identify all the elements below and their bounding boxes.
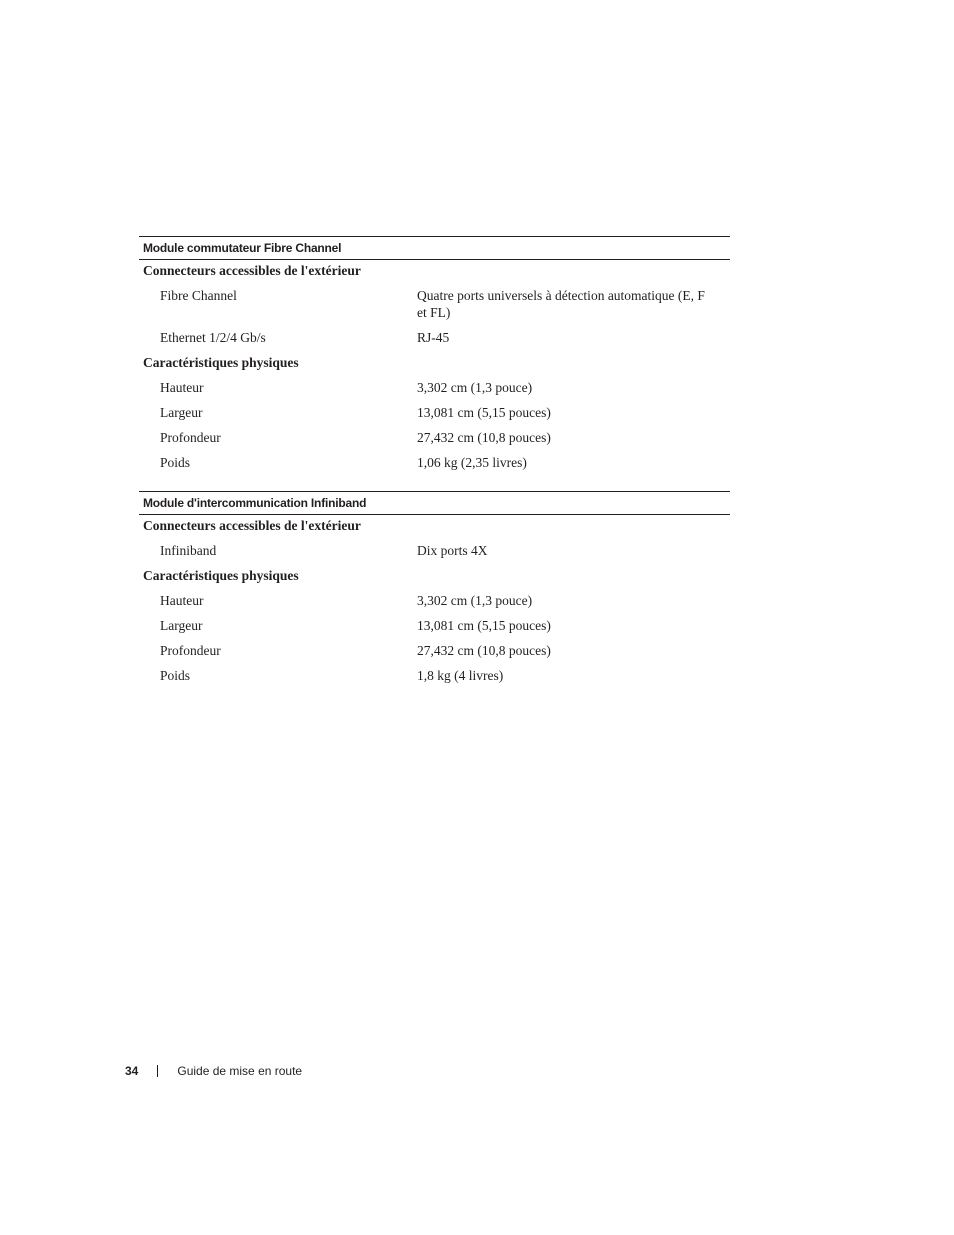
row-value: 27,432 cm (10,8 pouces) — [417, 430, 551, 445]
row-value: 3,302 cm (1,3 pouce) — [417, 593, 533, 608]
section-heading: Caractéristiques physiques — [143, 568, 299, 583]
row-label: Poids — [160, 668, 191, 683]
row-value: 1,06 kg (2,35 livres) — [417, 455, 527, 470]
page-number: 34 — [125, 1064, 139, 1078]
table-row — [139, 429, 730, 454]
row-label: Hauteur — [160, 593, 204, 608]
table-row — [139, 592, 730, 617]
page-footer — [125, 1062, 302, 1080]
document-title: Guide de mise en route — [177, 1064, 303, 1078]
row-value: Dix ports 4X — [417, 543, 488, 558]
table-row — [139, 642, 730, 667]
table-row — [139, 542, 730, 567]
row-label: Profondeur — [160, 643, 221, 658]
row-label: Largeur — [160, 405, 203, 420]
table-title: Module commutateur Fibre Channel — [139, 236, 730, 260]
row-value: 13,081 cm (5,15 pouces) — [417, 405, 551, 420]
spec-table-fibre-channel — [139, 236, 730, 479]
table-row — [139, 667, 730, 692]
row-label: Poids — [160, 455, 191, 470]
table-row — [139, 404, 730, 429]
row-label: Fibre Channel — [160, 288, 237, 303]
table-title: Module d'intercommunication Infiniband — [139, 491, 730, 515]
table-row — [139, 454, 730, 479]
row-value: 27,432 cm (10,8 pouces) — [417, 643, 551, 658]
spec-table-infiniband — [139, 491, 730, 692]
row-value: 13,081 cm (5,15 pouces) — [417, 618, 551, 633]
row-label: Hauteur — [160, 380, 204, 395]
section-heading: Caractéristiques physiques — [143, 355, 299, 370]
row-label: Largeur — [160, 618, 203, 633]
section-heading: Connecteurs accessibles de l'extérieur — [143, 518, 361, 533]
row-value: RJ-45 — [417, 330, 450, 345]
row-value: Quatre ports universels à détection automatique (E, F et FL) — [417, 288, 705, 320]
row-label: Ethernet 1/2/4 Gb/s — [160, 330, 266, 345]
row-value: 1,8 kg (4 livres) — [417, 668, 504, 683]
table-row — [139, 329, 730, 354]
table-row — [139, 287, 730, 329]
row-label: Infiniband — [160, 543, 217, 558]
row-value: 3,302 cm (1,3 pouce) — [417, 380, 533, 395]
table-row — [139, 617, 730, 642]
section-heading: Connecteurs accessibles de l'extérieur — [143, 263, 361, 278]
footer-divider — [157, 1065, 158, 1077]
row-label: Profondeur — [160, 430, 221, 445]
table-row — [139, 379, 730, 404]
